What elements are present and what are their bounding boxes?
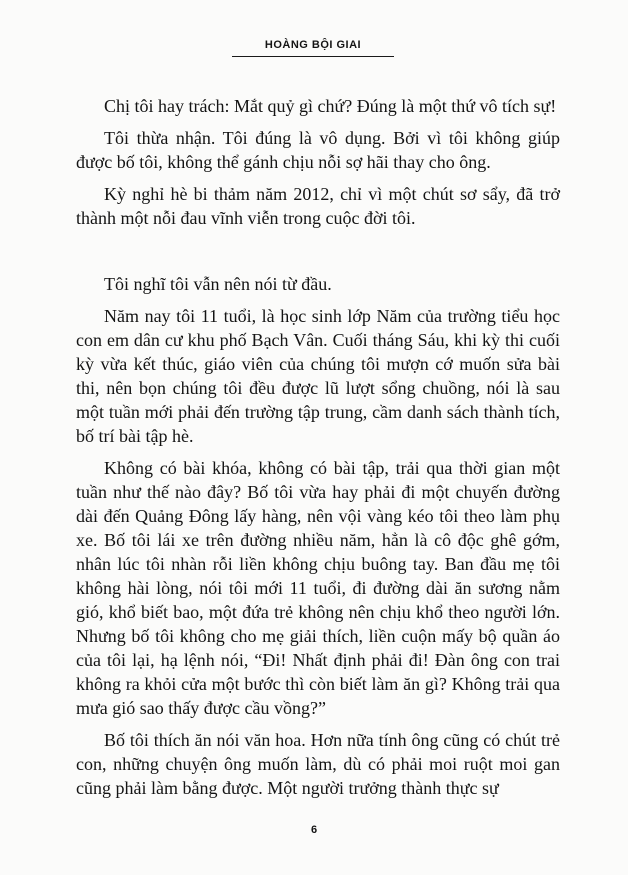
paragraph-4: Tôi nghĩ tôi vẫn nên nói từ đầu. (104, 274, 332, 294)
page-number: 6 (310, 824, 318, 836)
body-text (76, 94, 560, 800)
paragraph-7: Bố tôi thích ăn nói văn hoa. Hơn nữa tính ông cũng có chút trẻ con, những chuyện ông muốn làm, dù có phải moi ruột moi gan cũng phải làm bằng được. Một người trưởng thành thực sự (76, 730, 560, 798)
paragraph-1: Chị tôi hay trách: Mắt quỷ gì chứ? Đúng là một thứ vô tích sự! (104, 96, 557, 116)
paragraph-3: Kỳ nghỉ hè bi thảm năm 2012, chỉ vì một chút sơ sẩy, đã trở thành một nỗi đau vĩnh viễn trong cuộc đời tôi. (76, 184, 560, 228)
running-header: HOÀNG BỘI GIAI (264, 39, 362, 51)
paragraph-5: Năm nay tôi 11 tuổi, là học sinh lớp Năm của trường tiểu học con em dân cư khu phố Bạch Vân. Cuối tháng Sáu, khi kỳ thi cuối kỳ vừa kết thúc, giáo viên của chúng tôi mượn cớ muốn sửa bài thi, nên bọn chúng tôi đều được lũ lượt sổng chuồng, nói là sau một tuần mới phải đến trường tập trung, cầm danh sách thành tích, bố trí bài tập hè. (76, 306, 560, 446)
header-rule (232, 56, 394, 57)
paragraph-6: Không có bài khóa, không có bài tập, trải qua thời gian một tuần như thế nào đây? Bố tôi vừa hay phải đi một chuyến đường dài đến Quảng Đông lấy hàng, nên vội vàng kéo tôi theo làm phụ xe. Bố tôi lái xe trên đường nhiều năm, hẳn là cô độc ghê gớm, nhân lúc tôi nhàn rỗi liền không chịu buông tay. Ban đầu mẹ tôi không hài lòng, nói tôi mới 11 tuổi, đi đường dài ăn sương nằm gió, khổ biết bao, một đứa trẻ không nên chịu khổ theo người lớn. Nhưng bố tôi không cho mẹ giải thích, liền cuộn mấy bộ quần áo của tôi lại, hạ lệnh nói, “Đi! Nhất định phải đi! Đàn ông con trai không ra khỏi cửa một bước thì còn biết làm ăn gì? Không trải qua mưa gió sao thấy được cầu vồng?” (76, 458, 560, 718)
paragraph-2: Tôi thừa nhận. Tôi đúng là vô dụng. Bởi vì tôi không giúp được bố tôi, không thể gánh chịu nỗi sợ hãi thay cho ông. (76, 128, 560, 172)
